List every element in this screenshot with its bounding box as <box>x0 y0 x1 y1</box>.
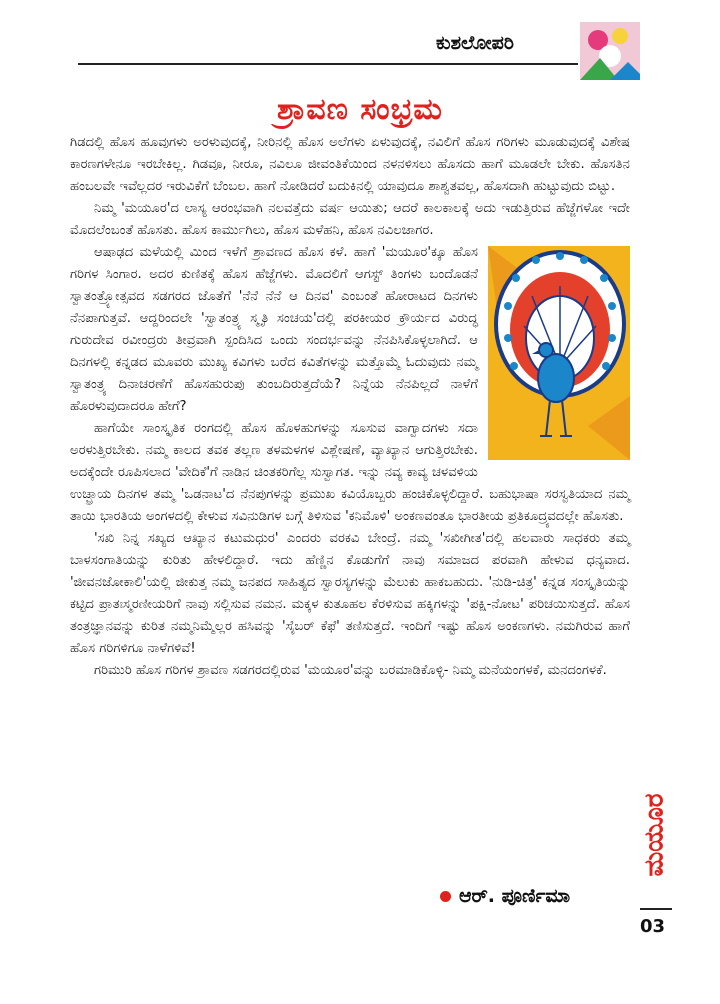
magazine-name: ಮಯೂರ <box>640 793 670 877</box>
magazine-name-mark <box>640 760 670 910</box>
author-name: ಆರ್. ಪೂರ್ಣಿಮಾ <box>459 885 571 907</box>
bullet-dot-icon <box>440 891 451 902</box>
paragraph: ಹಾಗೆಯೇ ಸಾಂಸ್ಕೃತಿಕ ರಂಗದಲ್ಲಿ ಹೊಸ ಹೊಳಹುಗಳನ್ನು ಸೂಸುವ ವಾಗ್ವಾದಗಳು ಸದಾ ಅರಳುತ್ತಿರಬೇಕು. ನಮ್ಮ ಕಾಲದ ತವಕ ತಲ್ಲಣ ತಳಮಳಗಳ ವಿಶ್ಲೇಷಣೆ, ವ್ಯಾಖ್ಯಾನ ಆಗುತ್ತಿರಬೇಕು. ಅದಕ್ಕೆಂದೇ ರೂಪಿಸಲಾದ 'ವೇದಿಕೆ'ಗೆ ನಾಡಿನ ಚಿಂತಕರಿಗೆಲ್ಲ ಸುಸ್ವಾಗತ. ಇನ್ನು ನವ್ಯ ಕಾವ್ಯ ಚಳವಳಿಯ ಉಚ್ಛ್ರಾಯ ದಿನಗಳ ತಮ್ಮ 'ಒಡನಾಟ'ದ ನೆನಪುಗಳನ್ನು ಪ್ರಮುಖ ಕವಿಯೊಬ್ಬರು ಹಂಚಿಕೊಳ್ಳಲಿದ್ದಾರೆ. ಬಹುಭಾಷಾ ಸರಸ್ವತಿಯಾದ ನಮ್ಮ ತಾಯಿ ಭಾರತಿಯ ಅಂಗಳದಲ್ಲಿ ಕೇಳುವ ಸವಿನುಡಿಗಳ ಬಗ್ಗೆ ತಿಳಿಸುವ 'ಕನಿಮೊಳಿ' ಅಂಕಣವಂತೂ ಭಾರತೀಯ ಪ್ರತಿಕೂದ್ರ್ಯವದಲ್ಲೇ ಹೊಸತು. <box>70 421 630 524</box>
paragraph: ಗಿಡದಲ್ಲಿ ಹೊಸ ಹೂವುಗಳು ಅರಳುವುದಕ್ಕೆ, ನೀರಿನಲ್ಲಿ ಹೊಸ ಅಲೆಗಳು ಏಳುವುದಕ್ಕೆ, ನವಿಲಿಗೆ ಹೊಸ ಗರಿಗಳು ಮೂಡುವುದಕ್ಕೆ ವಿಶೇಷ ಕಾರಣಗಳೇನೂ ಇರಬೇಕಿಲ್ಲ. ಗಿಡವೂ, ನೀರೂ, ನವಿಲೂ ಜೀವಂತಿಕೆಯಿಂದ ನಳನಳಿಸಲು ಹೊಸದು ಹಾಗೆ ಮೂಡಲೇ ಬೇಕು. ಹೊಸತಿನ ಹಂಬಲವೇ ಇವೆಲ್ಲದರ ಇರುವಿಕೆಗೆ ಬೆಂಬಲ. ಹಾಗೆ ನೋಡಿದರೆ ಬದುಕಿನಲ್ಲಿ ಯಾವುದೂ ಶಾಶ್ವತವಲ್ಲ, ಹೊಸದಾಗಿ ಹುಟ್ಟುವುದು ಬಿಟ್ಟು. <box>70 135 630 194</box>
paragraph: ಆಷಾಢದ ಮಳೆಯಲ್ಲಿ ಮಿಂದ ಇಳೆಗೆ ಶ್ರಾವಣದ ಹೊಸ ಕಳೆ. ಹಾಗೆ 'ಮಯೂರ'ಕ್ಕೂ ಹೊಸ ಗರಿಗಳ ಸಿಂಗಾರ. ಅದರ ಕುಣಿತಕ್ಕೆ ಹೊಸ ಹೆಜ್ಜೆಗಳು. ಮೊದಲಿಗೆ ಆಗಸ್ಟ್ ತಿಂಗಳು ಬಂದೊಡನೆ ಸ್ವಾತಂತ್ರ್ಯೋತ್ಸವದ ಸಡಗರದ ಜೊತೆಗೆ 'ನೆನೆ ನೆನೆ ಆ ದಿನವ' ಎಂಬಂತೆ ಹೋರಾಟದ ದಿನಗಳು ನೆನಪಾಗುತ್ತವೆ. ಆದ್ದರಿಂದಲೇ 'ಸ್ವಾತಂತ್ರ್ಯ ಸ್ಮೃತಿ ಸಂಚಯ'ದಲ್ಲಿ ಪರಕೀಯರ ಕ್ರೌರ್ಯದ ವಿರುದ್ಧ ಗುರುದೇವ ರವೀಂದ್ರರು ತೀವ್ರವಾಗಿ ಸ್ಪಂದಿಸಿದ ಒಂದು ಸಂದರ್ಭವನ್ನು ನೆನಪಿಸಿಕೊಳ್ಳಲಾಗಿದೆ. ಆ ದಿನಗಳಲ್ಲಿ ಕನ್ನಡದ ಮೂವರು ಮುಖ್ಯ ಕವಿಗಳು ಬರೆದ ಕವಿತೆಗಳನ್ನು ಮತ್ತೊಮ್ಮೆ ಓದುವುದು ನಮ್ಮ ಸ್ವಾತಂತ್ರ್ಯ ದಿನಾಚರಣೆಗೆ ಹೊಸಹುರುಪು ತುಂಬದಿರುತ್ತದೆಯೆ? ನಿನ್ನೆಯ ನೆನಪಿಲ್ಲದೆ ನಾಳೆಗೆ ಹೊರಳುವುದಾದರೂ ಹೇಗೆ? <box>70 245 478 414</box>
paragraph: ನಿಮ್ಮ 'ಮಯೂರ'ದ ಲಾಸ್ಯ ಆರಂಭವಾಗಿ ನಲವತ್ತೆದು ವರ್ಷ ಆಯಿತು; ಆದರೆ ಕಾಲಕಾಲಕ್ಕೆ ಅದು ಇಡುತ್ತಿರುವ ಹೆಜ್ಜೆಗಳೋ ಇದೇ ಮೊದಲೆಂಬಂತೆ ಹೊಸತು. ಹೊಸ ಕಾರ್ಮುಗಿಲು, ಹೊಸ ಮಳೆಹನಿ, ಹೊಸ ನವಿಲಜಾಗರ. <box>70 201 630 238</box>
paragraph: ಗರಿಮುರಿ ಹೊಸ ಗರಿಗಳ ಶ್ರಾವಣ ಸಡಗರದಲ್ಲಿರುವ 'ಮಯೂರ'ವನ್ನು ಬರಮಾಡಿಕೊಳ್ಳಿ- ನಿಮ್ಮ ಮನೆಯಂಗಳಕೆ, ಮನದಂಗಳಕೆ. <box>94 663 607 678</box>
article-body <box>70 132 630 682</box>
header-rule <box>78 63 578 65</box>
page-number-rule <box>640 908 672 910</box>
page-number: 03 <box>640 916 666 937</box>
paragraph: 'ಸಖಿ ನಿನ್ನ ಸಖ್ಯದ ಆಖ್ಯಾನ ಕಟುಮಧುರ' ಎಂದರು ವರಕವಿ ಬೇಂದ್ರೆ. ನಮ್ಮ 'ಸಖೀಗೀತ'ದಲ್ಲಿ ಹಲವಾರು ಸಾಧಕರು ತಮ್ಮ ಬಾಳಸಂಗಾತಿಯನ್ನು ಕುರಿತು ಹೇಳಲಿದ್ದಾರೆ. ಇದು ಹೆಣ್ಣಿನ ಕೊಡುಗೆಗೆ ನಾವು ಸಮಾಜದ ಪರವಾಗಿ ಹೇಳುವ ಧನ್ಯವಾದ. 'ಜೀವನಜೋಕಾಲಿ'ಯಲ್ಲಿ ಜೀಕುತ್ತ ನಮ್ಮ ಜನಪದ ಸಾಹಿತ್ಯದ ಸ್ವಾರಸ್ಯಗಳನ್ನು ಮೆಲುಕು ಹಾಕಬಹುದು. 'ನುಡಿ-ಚಿತ್ರ' ಕನ್ನಡ ಸಂಸ್ಕೃತಿಯನ್ನು ಕಟ್ಟಿದ ಪ್ರಾತಃಸ್ಮರಣೀಯರಿಗೆ ನಾವು ಸಲ್ಲಿಸುವ ನಮನ. ಮಕ್ಕಳ ಕುತೂಹಲ ಕೆರಳಿಸುವ ಹಕ್ಕಿಗಳನ್ನು 'ಪಕ್ಷಿ-ನೋಟ' ಪರಿಚಯಿಸುತ್ತದೆ. ಹೊಸ ತಂತ್ರಜ್ಞಾನವನ್ನು ಕುರಿತ ನಮ್ಮನಿಮ್ಮೆಲ್ಲರ ಹಸಿವನ್ನು 'ಸೈಬರ್ ಕೆಫೆ' ತಣಿಸುತ್ತದೆ. ಇಂದಿಗೆ ಇಷ್ಟು ಹೊಸ ಅಂಕಣಗಳು. ನಮಗಿರುವ ಹಾಗೆ ಹೊಸ ಗರಿಗಳಿಗೂ ನಾಳೆಗಳಿವೆ! <box>70 531 630 656</box>
author-signature <box>440 885 570 907</box>
section-logo-icon <box>580 22 640 80</box>
peacock-illustration-icon <box>488 246 630 460</box>
article-title: ಶ್ರಾವಣ ಸಂಭ್ರಮ <box>277 92 443 127</box>
issue-date <box>645 610 667 760</box>
issue-year <box>661 715 720 730</box>
section-title: ಕುಶಲೋಪರಿ <box>436 32 514 54</box>
